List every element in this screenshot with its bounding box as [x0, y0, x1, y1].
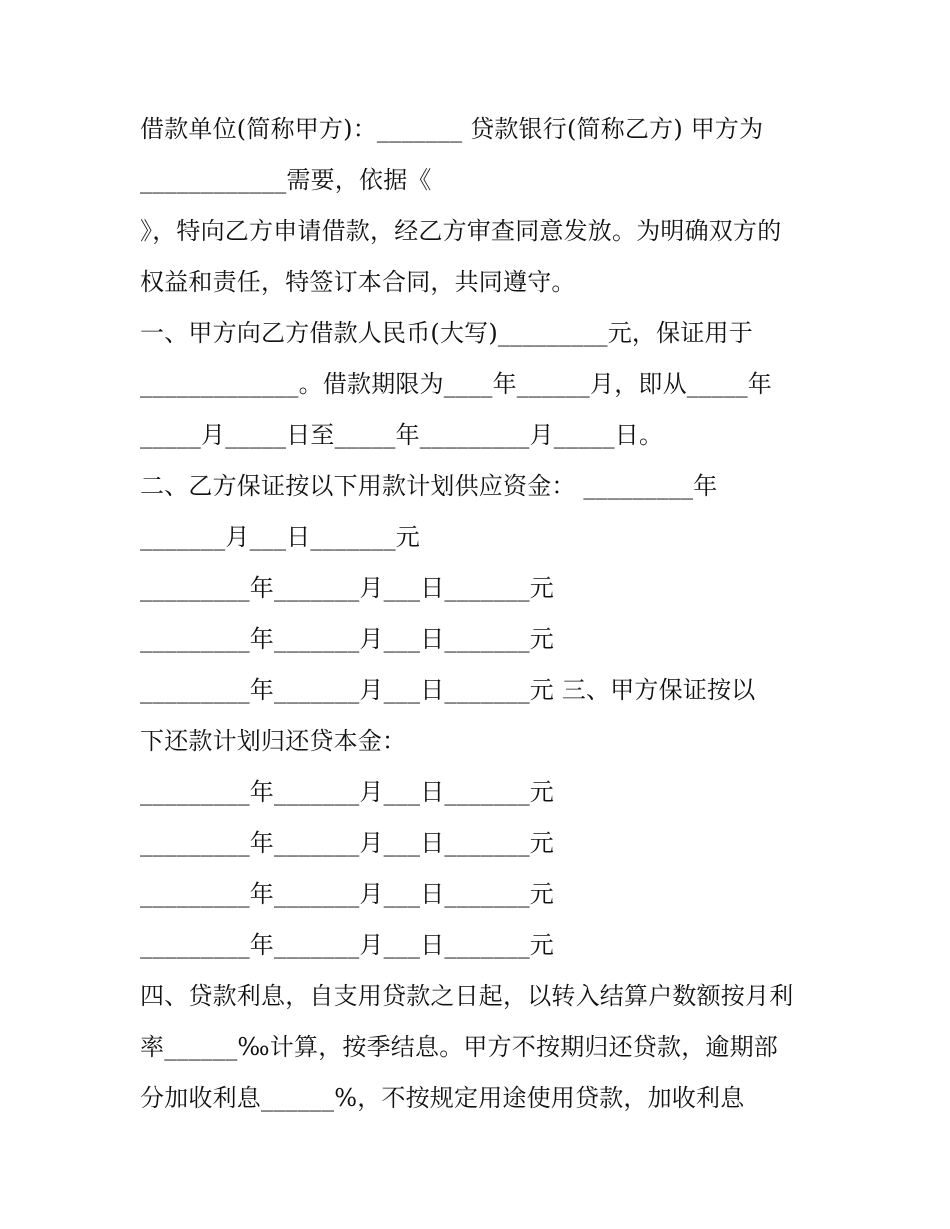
text-line: _____________。借款期限为____年______月，即从_____年 [140, 370, 772, 398]
text-line: ____________需要，依据《 [140, 166, 432, 194]
text-line: _________年_______月___日_______元 [140, 574, 554, 602]
text-line: _________年_______月___日_______元 [140, 625, 554, 653]
text-line: _________年_______月___日_______元 [140, 778, 554, 806]
text-line: _________年_______月___日_______元 [140, 829, 554, 857]
text-line: _________年_______月___日_______元 三、甲方保证按以 [140, 676, 756, 704]
text-line: 》，特向乙方申请借款，经乙方审查同意发放。为明确双方的 [140, 217, 782, 245]
text-line: 二、乙方保证按以下用款计划供应资金： _________年 [140, 472, 718, 500]
text-line: 一、甲方向乙方借款人民币(大写)_________元，保证用于 [140, 319, 753, 347]
text-line: 权益和责任，特签订本合同，共同遵守。 [140, 268, 576, 296]
text-line: 借款单位(简称甲方)：_______ 贷款银行(简称乙方) 甲方为 [140, 115, 764, 143]
text-line: 分加收利息______%，不按规定用途使用贷款，加收利息 [140, 1084, 745, 1112]
text-line: 四、贷款利息，自支用贷款之日起，以转入结算户数额按月利 [140, 982, 794, 1010]
contract-body [140, 104, 830, 1124]
text-line: _________年_______月___日_______元 [140, 880, 554, 908]
text-line: _______月___日_______元 [140, 523, 420, 551]
text-line: _____月_____日至_____年_________月_____日。 [140, 421, 664, 449]
text-line: 率______‰计算，按季结息。甲方不按期归还贷款，逾期部 [140, 1033, 779, 1061]
text-line: 下还款计划归还贷本金： [140, 727, 407, 755]
text-line: _________年_______月___日_______元 [140, 931, 554, 959]
